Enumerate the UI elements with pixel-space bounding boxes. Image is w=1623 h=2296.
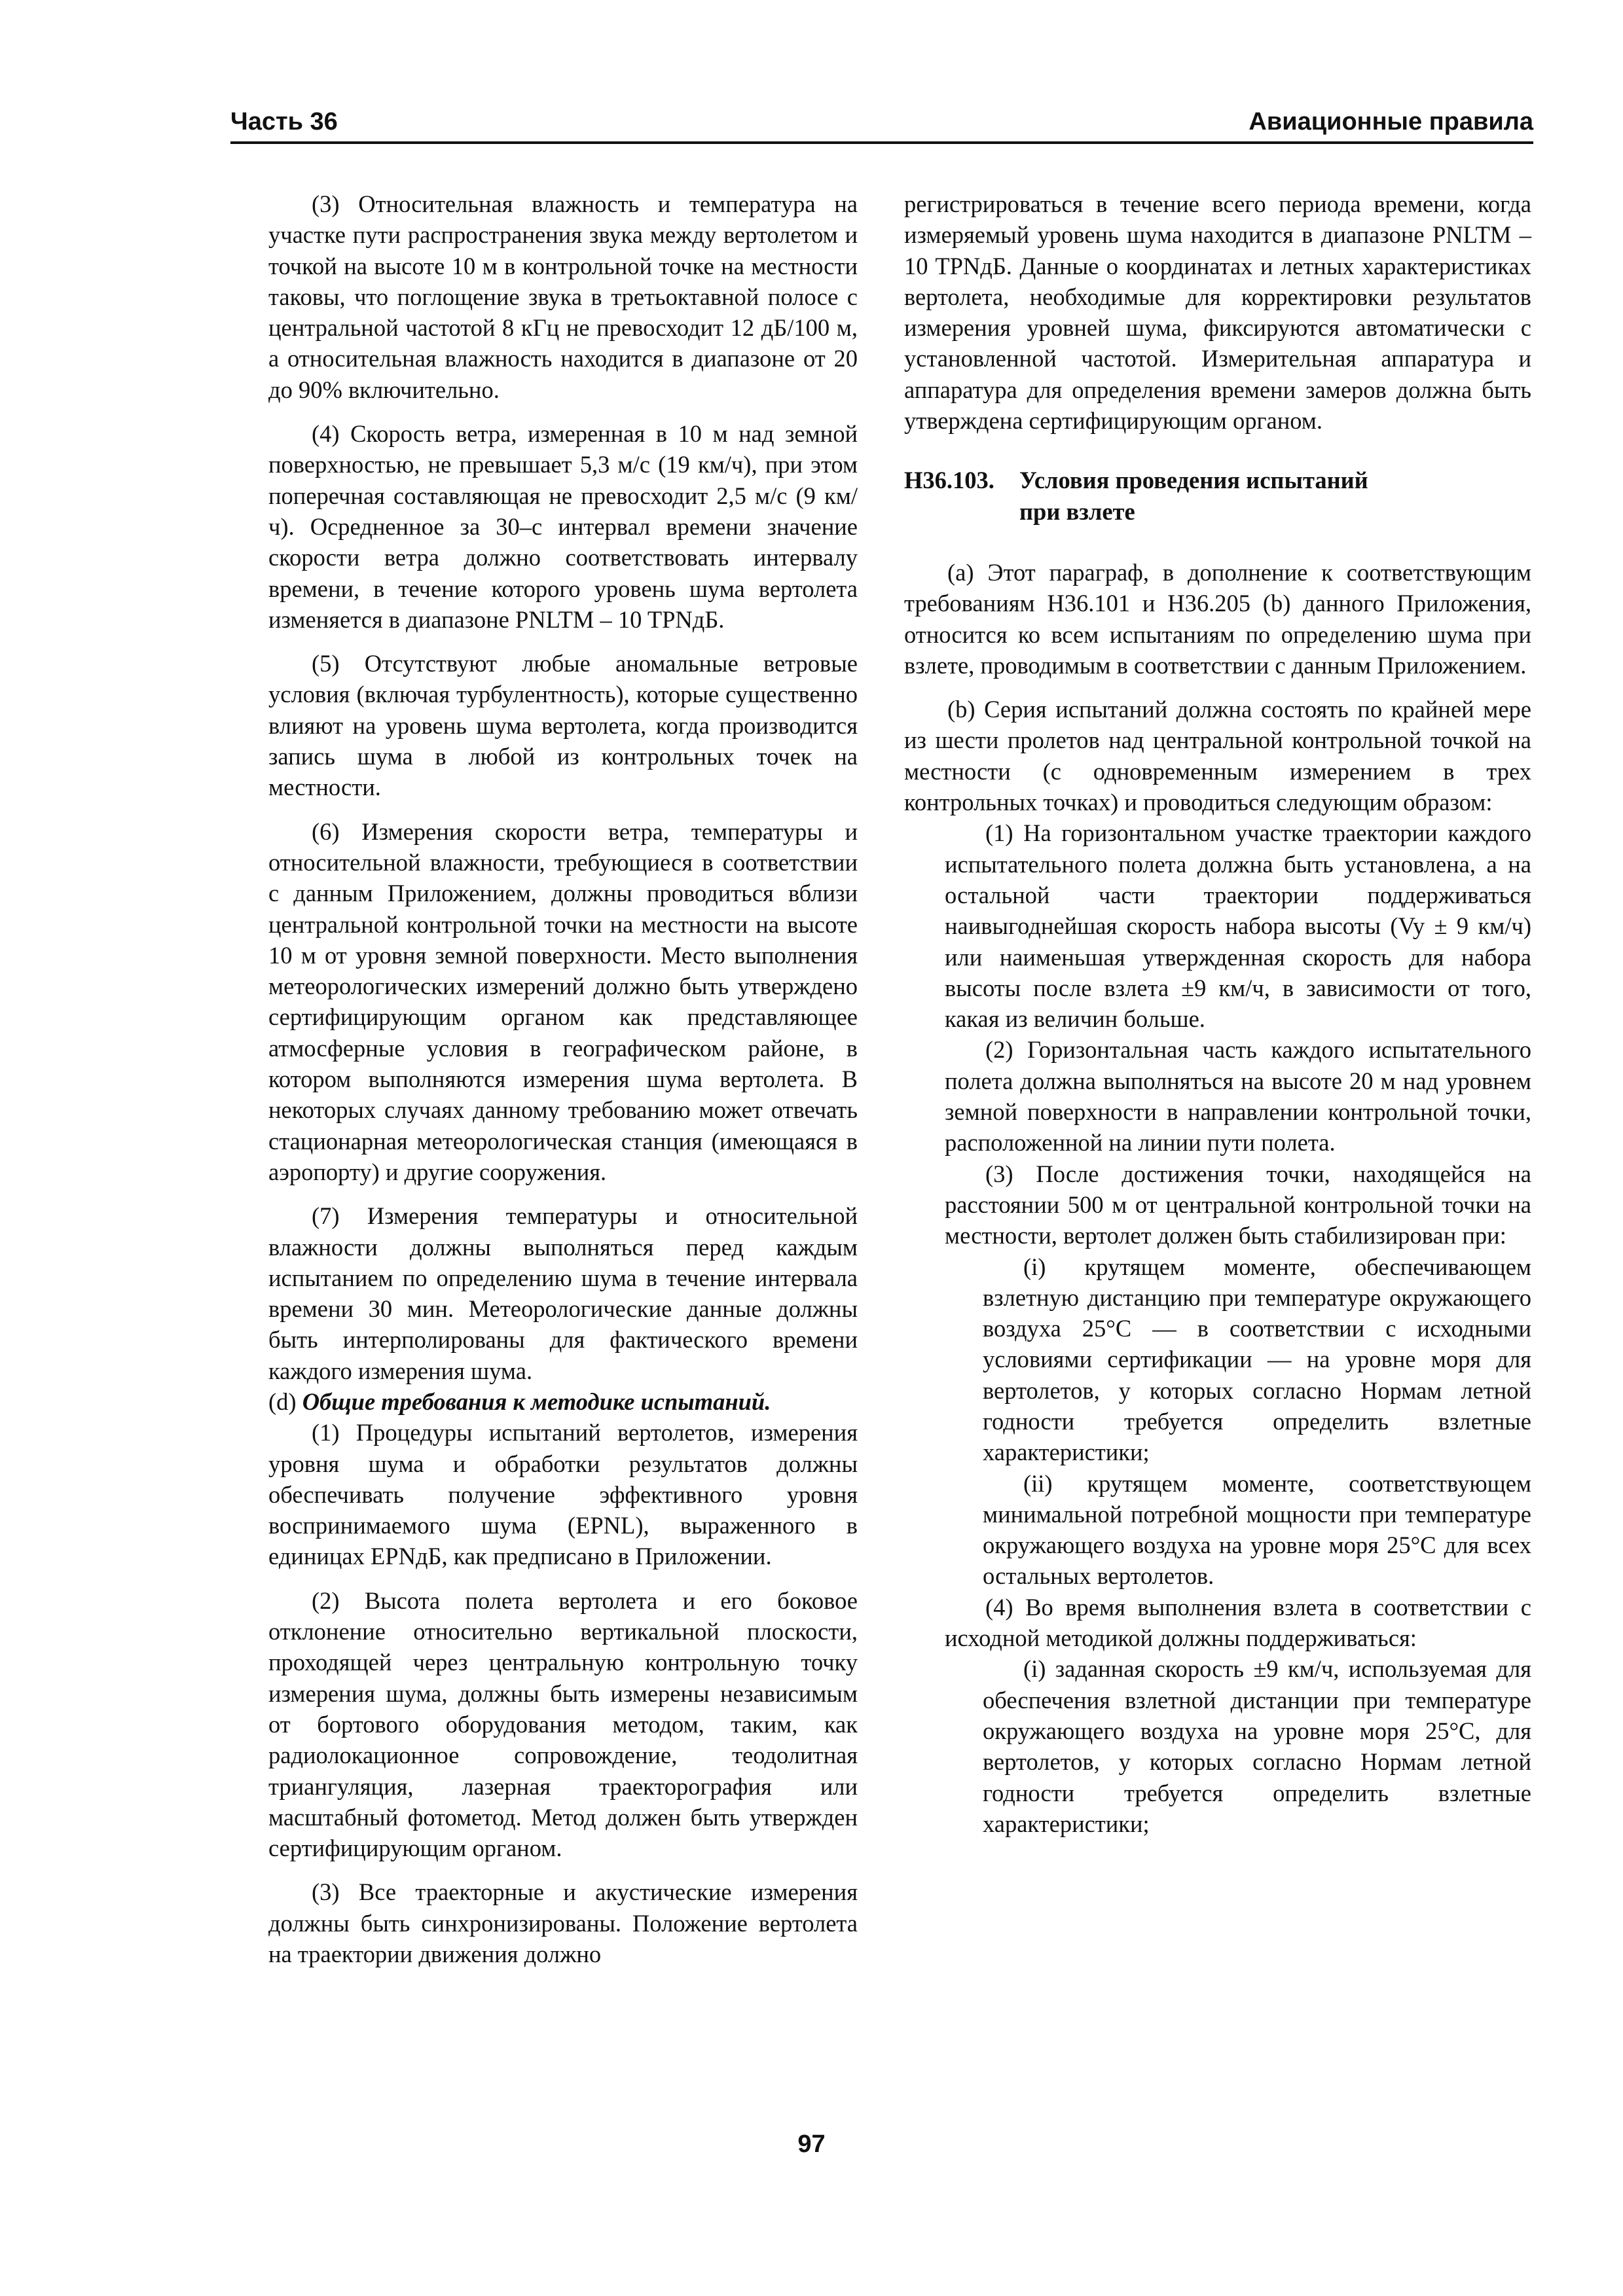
section-title-line2: при взлете: [1019, 497, 1135, 525]
paragraph-c3: (3) Относительная влажность и температура на участке пути распространения звука между вертолетом и точкой на высоте 10 м в контрольной точке на местности таковы, что поглощение звука в третьоктавной полосе с центральной частотой 8 кГц не превосходит 12 дБ/100 м, а относительная влажность находится в диапазоне от 20 до 90% включительно.: [268, 190, 858, 403]
paragraph-gap: [268, 1863, 858, 1876]
paragraph-gap: [268, 405, 858, 418]
left-column: [268, 188, 858, 1969]
header-divider: [230, 141, 1533, 144]
paragraph-b3: (3) После достижения точки, находящейся на расстоянии 500 м от центральной контрольной точки на местности, вертолет должен быть стабилизирован при:: [945, 1160, 1531, 1249]
paragraph-d2: (2) Высота полета вертолета и его боковое отклонение относительно вертикальной плоскости, проходящей через центральную контрольную точку измерения шума, должны быть измерены независимым от бортового оборудования методом, таким, как радиолокационное сопровождение, теодолитная триангуляция, лазерная траекторография или масштабный фотометод. Метод должен быть утвержден сертифицирующим органом.: [268, 1587, 858, 1862]
section-heading: [904, 465, 1531, 527]
paragraph-d3: (3) Все траекторные и акустические измерения должны быть синхронизированы. Положение вертолета на траектории движения должно: [268, 1878, 858, 1968]
paragraph-c6: (6) Измерения скорости ветра, температуры и относительной влажности, требующиеся в соответствии с данным Приложением, должны проводиться вблизи центральной контрольной точки на местности на высоте 10 м от уровня земной поверхности. Место выполнения метеорологических измерений должно быть утверждено сертифицирующим органом как представляющее атмосферные условия в географическом районе, в котором выполняются измерения шума вертолета. В некоторых случаях данному требованию может отвечать стационарная метеорологическая станция (имеющаяся в аэропорту) и другие сооружения.: [268, 817, 858, 1185]
paragraph-b1: (1) На горизонтальном участке траектории каждого испытательного полета должна быть установлена, а на остальной части траектории поддерживаться наивыгоднейшая скорость набора высоты (Vy ± 9 км/ч) или наименьшая утвержденная скорость для набора высоты после взлета ±9 км/ч, в зависимости от того, какая из величин больше.: [945, 819, 1531, 1033]
subsection-d-prefix: (d): [268, 1388, 302, 1415]
paragraph-a: (a) Этот параграф, в дополнение к соответствующим требованиям Н36.101 и Н36.205 (b) данного Приложения, относится ко всем испытаниям по определению шума при взлете, проводимым в соответствии с данным Приложением.: [904, 558, 1531, 679]
page-number: 97: [797, 2130, 826, 2158]
paragraph-gap: [268, 803, 858, 816]
paragraph-c4: (4) Скорость ветра, измеренная в 10 м над земной поверхностью, не превышает 5,3 м/с (19 км/ч), при этом поперечная составляющая не превосходит 2,5 м/с (9 км/ч). Осредненное за 30–с интервал времени значение скорости ветра должно соответствовать интервалу времени, в течение которого уровень шума вертолета изменяется в диапазоне PNLTM – 10 TPNдБ.: [268, 420, 858, 633]
paragraph-b3i: (i) крутящем моменте, обеспечивающем взлетную дистанцию при температуре окружающего воздуха 25°С — в соответствии с исходными условиями сертификации — на уровне моря для вертолетов, у которых согласно Нормам летной годности требуется определить взлетные характеристики;: [983, 1253, 1531, 1466]
paragraph-b3ii: (ii) крутящем моменте, соответствующем минимальной потребной мощности при температуре окружающего воздуха на уровне моря 25°С для всех остальных вертолетов.: [983, 1469, 1531, 1590]
header-document-title: Авиационные правила: [1249, 108, 1533, 135]
subsection-d-title: Общие требования к методике испытаний.: [302, 1388, 771, 1415]
header-part-label: Часть 36: [230, 108, 338, 135]
paragraph-gap: [904, 681, 1531, 694]
paragraph-b2: (2) Горизонтальная часть каждого испытательного полета должна выполняться на высоте 20 м над уровнем земной поверхности в направлении контрольной точки, расположенной на линии пути полета.: [945, 1036, 1531, 1157]
paragraph-b: (b) Серия испытаний должна состоять по крайней мере из шести пролетов над центральной контрольной точкой на местности (с одновременным измерением в трех контрольных точках) и проводиться следующим образом:: [904, 696, 1531, 816]
subsection-d-heading: [268, 1386, 858, 1417]
paragraph-d3-continued: регистрироваться в течение всего периода времени, когда измеряемый уровень шума находится в диапазоне PNLTM – 10 TPNдБ. Данные о координатах и летных характеристиках вертолета, необходимые для корректировки результатов измерения уровней шума, фиксируются автоматически с установленной частотой. Измерительная аппаратура и аппаратура для определения времени замеров должна быть утверждена сертифицирующим органом.: [904, 190, 1531, 435]
page-header: [230, 105, 1533, 139]
paragraph-b4i: (i) заданная скорость ±9 км/ч, используемая для обеспечения взлетной дистанции при температуре окружающего воздуха на уровне моря 25°С, для вертолетов, у которых согласно Нормам летной годности требуется определить взлетные характеристики;: [983, 1655, 1531, 1837]
section-number: Н36.103.: [904, 467, 994, 494]
paragraph-gap: [268, 1572, 858, 1585]
section-title-line1: Условия проведения испытаний: [1019, 467, 1368, 494]
paragraph-c5: (5) Отсутствуют любые аномальные ветровые условия (включая турбулентность), которые существенно влияют на уровень шума вертолета, когда производится запись шума в любой из контрольных точек на местности.: [268, 650, 858, 801]
paragraph-gap: [268, 1187, 858, 1200]
paragraph-d1: (1) Процедуры испытаний вертолетов, измерения уровня шума и обработки результатов должны обеспечивать получение эффективного уровня воспринимаемого шума (EPNL), выраженного в единицах EPNдБ, как предписано в Приложении.: [268, 1419, 858, 1570]
right-column: [904, 188, 1531, 1839]
paragraph-b4: (4) Во время выполнения взлета в соответствии с исходной методикой должны поддерживаться:: [945, 1593, 1531, 1652]
paragraph-c7: (7) Измерения температуры и относительной влажности должны выполняться перед каждым испытанием по определению шума в течение интервала времени 30 мин. Метеорологические данные должны быть интерполированы для фактического времени каждого измерения шума.: [268, 1202, 858, 1384]
paragraph-gap: [268, 635, 858, 648]
